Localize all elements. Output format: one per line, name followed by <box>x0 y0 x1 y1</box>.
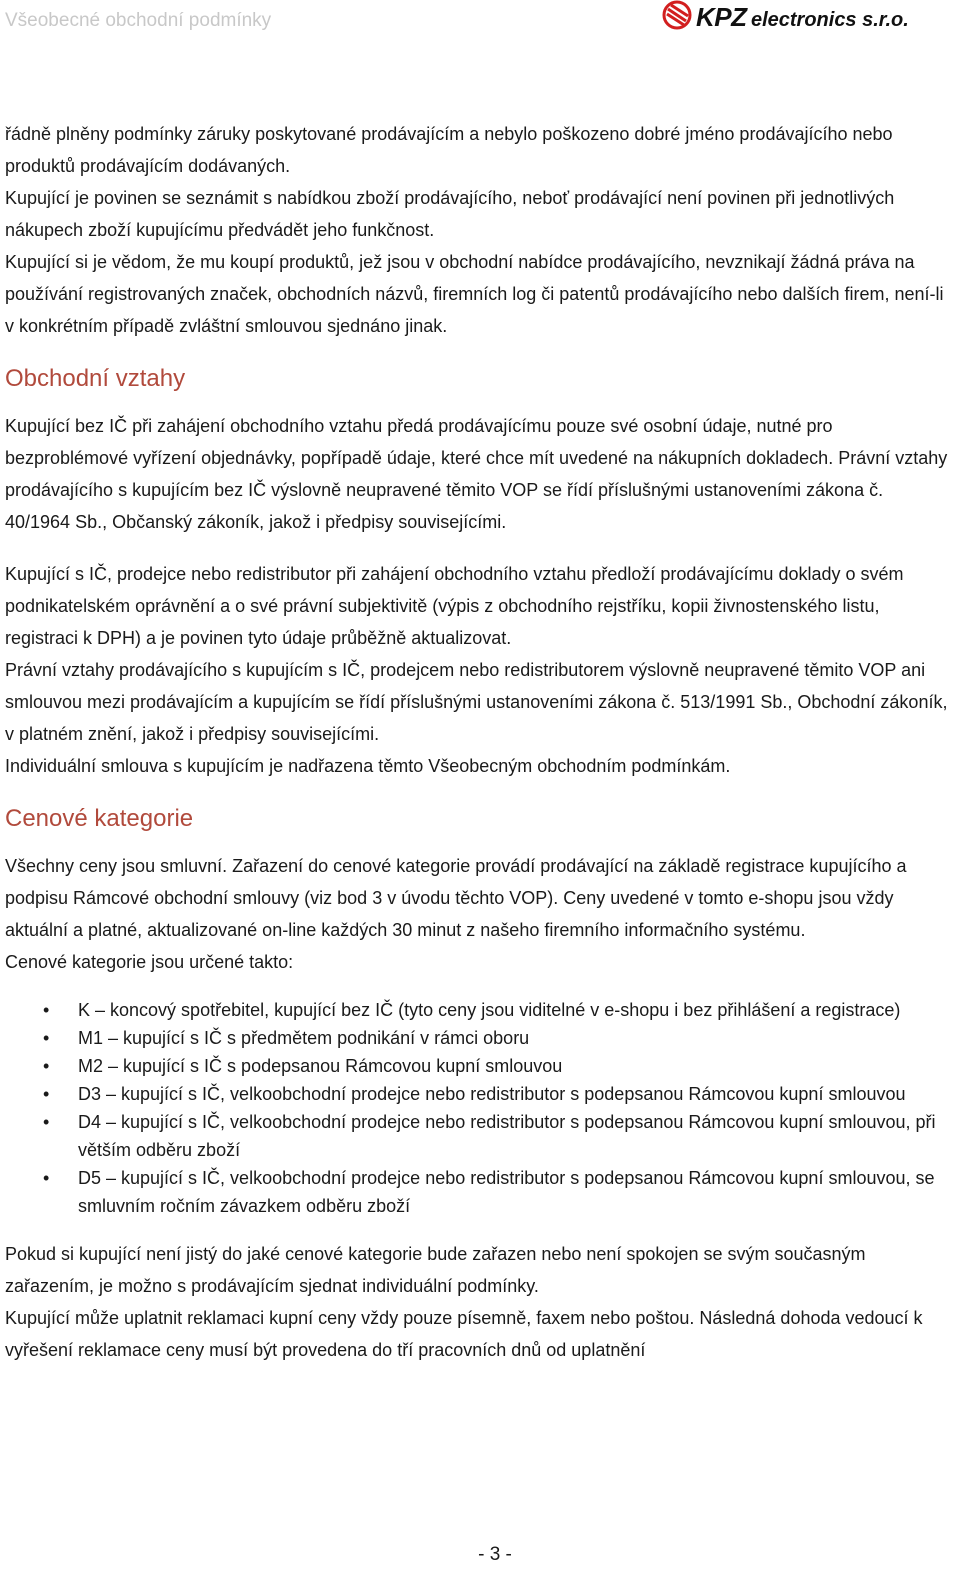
bullet-icon: • <box>43 1168 50 1188</box>
list-item-text: M1 – kupující s IČ s předmětem podnikání v rámci oboru <box>78 1028 530 1048</box>
bullet-icon: • <box>43 1000 50 1020</box>
bullet-icon: • <box>43 1084 50 1104</box>
logo-main-text: KPZ <box>696 2 747 32</box>
list-item-text: D3 – kupující s IČ, velkoobchodní prodejce nebo redistributor s podepsanou Rámcovou kupní smlouvou <box>78 1084 906 1104</box>
list-item <box>5 1164 950 1220</box>
list-item-text: D4 – kupující s IČ, velkoobchodní prodejce nebo redistributor s podepsanou Rámcovou kupní smlouvou, při větším odběru zboží <box>78 1112 936 1160</box>
bullet-icon: • <box>43 1112 50 1132</box>
document-title: Všeobecné obchodní podmínky <box>5 10 272 31</box>
list-item-text: K – koncový spotřebitel, kupující bez IČ (tyto ceny jsou viditelné v e-shopu i bez přihlášení a registrace) <box>78 1000 901 1020</box>
paragraph-buyer-with-ic: Kupující s IČ, prodejce nebo redistributor při zahájení obchodního vztahu předloží prodávajícímu doklady o svém podnikatelském oprávnění a o své právní subjektivitě (výpis z obchodního rejstříku, kopii živnostenského listu, registraci k DPH) a je povinen tyto údaje průběžně aktualizovat. <box>5 564 904 648</box>
section-heading-price-categories: Cenové kategorie <box>5 805 194 832</box>
paragraph-functionality: Kupující je povinen se seznámit s nabídkou zboží prodávajícího, neboť prodávající není povinen při jednotlivých nákupech zboží kupujícímu předvádět jeho funkčnost. <box>5 188 895 240</box>
paragraph-categories-intro: Cenové kategorie jsou určené takto: <box>5 952 294 972</box>
list-item <box>5 996 950 1024</box>
bullet-icon: • <box>43 1056 50 1076</box>
list-item-text: D5 – kupující s IČ, velkoobchodní prodejce nebo redistributor s podepsanou Rámcovou kupní smlouvou, se smluvním ročním závazkem odběru zboží <box>78 1168 935 1216</box>
page-header <box>0 0 960 44</box>
paragraph-prices: Všechny ceny jsou smluvní. Zařazení do cenové kategorie provádí prodávající na základě registrace kupujícího a podpisu Rámcové obchodní smlouvy (viz bod 3 v úvodu těchto VOP). Ceny uvedené v tomto e-shopu jsou vždy aktuální a platné, aktualizované on-line každých 30 minut z našeho firemního informačního systému. <box>5 856 907 940</box>
paragraph-buyer-without-ic: Kupující bez IČ při zahájení obchodního vztahu předá prodávajícímu pouze své osobní údaje, nutné pro bezproblémové vyřízení objednávky, popřípadě údaje, které chce mít uvedené na nákupních dokladech. Právní vztahy prodávajícího s kupujícím bez IČ výslovně neupravené těmito VOP se řídí příslušnými ustanoveními zákona č. 40/1964 Sb., Občanský zákoník, jakož i předpisy souvisejícími. <box>5 416 948 532</box>
list-item-text: M2 – kupující s IČ s podepsanou Rámcovou kupní smlouvou <box>78 1056 563 1076</box>
paragraph-individual-terms: Pokud si kupující není jistý do jaké cenové kategorie bude zařazen nebo není spokojen se svým současným zařazením, je možno s prodávajícím sjednat individuální podmínky. <box>5 1244 866 1296</box>
paragraph-warranty: řádně plněny podmínky záruky poskytované prodávajícím a nebylo poškozeno dobré jméno prodávajícího nebo produktů prodávajícím dodávaných. <box>5 124 893 176</box>
kpz-swirl-icon <box>662 0 694 30</box>
logo-sub-text: electronics s.r.o. <box>750 9 909 31</box>
list-item <box>5 1108 950 1164</box>
price-category-list <box>5 996 950 1220</box>
paragraph-legal-relations: Právní vztahy prodávajícího s kupujícím s IČ, prodejcem nebo redistributorem výslovně neupravené těmito VOP ani smlouvou mezi prodávajícím a kupujícím se řídí příslušnými ustanoveními zákona č. 513/1991 Sb., Obchodní zákoník, v platném znění, jakož i předpisy souvisejícími. <box>5 660 948 744</box>
paragraph-trademarks: Kupující si je vědom, že mu koupí produktů, jež jsou v obchodní nabídce prodávajícího, nevznikají žádná práva na používání registrovaných značek, obchodních názvů, firemních log či patentů prodávajícího nebo dalších firem, není-li v konkrétním případě zvláštní smlouvou sjednáno jinak. <box>5 252 944 336</box>
paragraph-individual-contract: Individuální smlouva s kupujícím je nadřazena těmto Všeobecným obchodním podmínkám. <box>5 756 731 776</box>
list-item <box>5 1080 950 1108</box>
document-body <box>5 118 950 1366</box>
paragraph-price-complaint: Kupující může uplatnit reklamaci kupní ceny vždy pouze písemně, faxem nebo poštou. Následná dohoda vedoucí k vyřešení reklamace ceny musí být provedena do tří pracovních dnů od uplatnění <box>5 1308 923 1360</box>
section-heading-business-relations: Obchodní vztahy <box>5 365 186 392</box>
list-item <box>5 1024 950 1052</box>
list-item <box>5 1052 950 1080</box>
company-logo <box>662 0 952 32</box>
logo-wordmark <box>696 2 909 33</box>
bullet-icon: • <box>43 1028 50 1048</box>
page-number: - 3 - <box>478 1544 512 1565</box>
